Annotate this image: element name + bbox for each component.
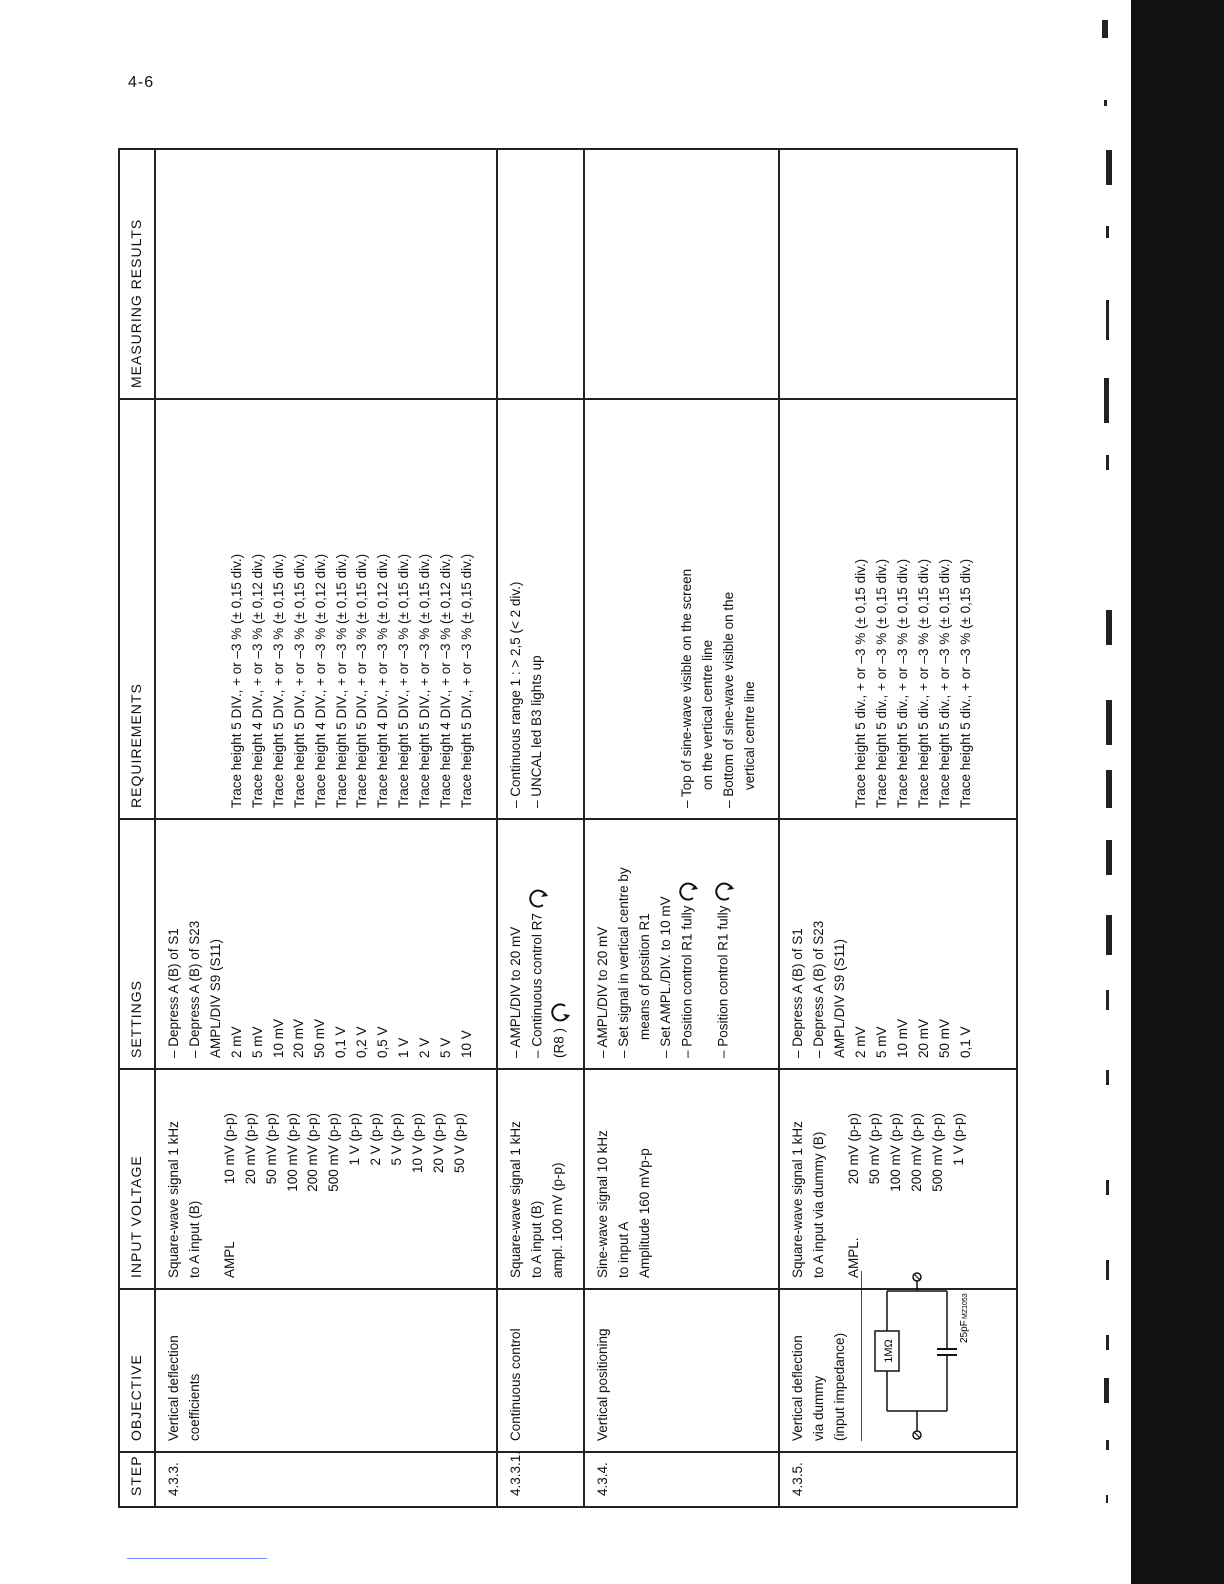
requirements-cell: Trace height 5 div., + or –3 % (± 0,15 div.) Trace height 5 div., + or –3 % (± 0,15 div.) Trace height 5 div., + or –3 % (± 0,15 div.) Trace height 5 div., + or –3 % (± 0,15 div.) Trace height 5 div., + or –3 % (± 0,15 div.) Trace height 5 div., + or –3 % (± 0,15 div.)	[779, 399, 1017, 819]
header-step: STEP	[119, 1452, 155, 1507]
measuring-results-cell	[584, 149, 779, 399]
page-number: 4-6	[128, 74, 155, 91]
measuring-results-cell	[155, 149, 497, 399]
input-voltage-cell: Square-wave signal 1 kHz to A input via dummy (B) AMPL. 20 mV (p-p) 50 mV (p-p) 100 mV (p-p) 200 mV (p-p) 500 mV (p-p) 1 V (p-p)	[779, 1069, 1017, 1289]
objective-cell: Vertical positioning	[584, 1289, 779, 1452]
table-header-row	[119, 149, 155, 1507]
header-objective: OBJECTIVE	[119, 1289, 155, 1452]
objective-cell: Continuous control	[497, 1289, 584, 1452]
table-row	[497, 149, 584, 1507]
header-requirements: REQUIREMENTS	[119, 399, 155, 819]
clockwise-arrow-icon	[527, 887, 549, 909]
step-cell: 4.3.3.	[155, 1452, 497, 1507]
table-row	[779, 149, 1017, 1507]
binding-strip	[1131, 0, 1224, 1584]
step-cell: 4.3.5.	[779, 1452, 1017, 1507]
settings-cell: – Depress A (B) of S1 – Depress A (B) of S23 AMPL/DIV S9 (S11) 2 mV 5 mV 10 mV 20 mV 50 mV 0,1 V	[779, 819, 1017, 1069]
table-row	[584, 149, 779, 1507]
input-voltage-cell: Sine-wave signal 10 kHz to input A Amplitude 160 mVp-p	[584, 1069, 779, 1289]
header-measuring-results: MEASURING RESULTS	[119, 149, 155, 399]
settings-cell: – Depress A (B) of S1 – Depress A (B) of S23 AMPL/DIV S9 (S11) 2 mV 5 mV 10 mV 20 mV 50 mV 0,1 V 0,2 V 0,5 V 1 V 2 V 5 V 10 V	[155, 819, 497, 1069]
requirements-cell: Trace height 5 DIV., + or –3 % (± 0,15 div.) Trace height 4 DIV., + or –3 % (± 0,12 div.) Trace height 5 DIV., + or –3 % (± 0,15 div.) Trace height 5 DIV., + or –3 % (± 0,15 div.) Trace height 4 DIV., + or –3 % (± 0,12 div.) Trace height 5 DIV., + or –3 % (± 0,15 div.) Trace height 5 DIV., + or –3 % (± 0,15 div.) Trace height 4 DIV., + or –3 % (± 0,12 div.) Trace height 5 DIV., + or –3 % (± 0,15 div.) Trace height 5 DIV., + or –3 % (± 0,15 div.) Trace height 4 DIV., + or –3 % (± 0,12 div.) Trace height 5 DIV., + or –3 % (± 0,15 div.)	[155, 399, 497, 819]
clockwise-arrow-icon	[677, 880, 699, 902]
measuring-results-cell	[779, 149, 1017, 399]
capacitor-label: 25pF	[959, 1320, 971, 1343]
requirements-cell: – Top of sine-wave visible on the screen on the vertical centre line – Bottom of sine-wave visible on the vertical centre line	[584, 399, 779, 819]
input-voltage-cell: Square-wave signal 1 kHz to A input (B) ampl. 100 mV (p-p)	[497, 1069, 584, 1289]
footer-rule	[127, 1558, 267, 1559]
table-row	[155, 149, 497, 1507]
clockwise-arrow-icon	[713, 880, 735, 902]
settings-cell: – AMPL/DIV to 20 mV – Continuous control R7 (R8 )	[497, 819, 584, 1069]
counter-clockwise-arrow-icon	[549, 1002, 571, 1024]
settings-cell: – AMPL/DIV to 20 mV – Set signal in vertical centre by means of position R1 – Set AMPL./DIV. to 10 mV – Position control R1 fully – Position control R1 fully	[584, 819, 779, 1069]
dummy-circuit-diagram	[861, 1271, 971, 1441]
input-voltage-cell: Square-wave signal 1 kHz to A input (B) AMPL 10 mV (p-p) 20 mV (p-p) 50 mV (p-p) 100 mV (p-p) 200 mV (p-p) 500 mV (p-p) 1 V (p-p) 2 V (p-p) 5 V (p-p) 10 V (p-p) 20 V (p-p) 50 V (p-p)	[155, 1069, 497, 1289]
requirements-cell: – Continuous range 1 : > 2,5 (< 2 div.) – UNCAL led B3 lights up	[497, 399, 584, 819]
resistor-label: 1MΩ	[883, 1339, 896, 1363]
rotated-test-table	[118, 150, 1018, 1508]
header-input-voltage: INPUT VOLTAGE	[119, 1069, 155, 1289]
figure-ref: MZ1053	[962, 1293, 970, 1319]
step-cell: 4.3.3.1.	[497, 1452, 584, 1507]
measuring-results-cell	[497, 149, 584, 399]
test-procedure-table	[118, 148, 1018, 1508]
objective-cell: Vertical deflection via dummy (input impedance) 1MΩ 25pF MZ1053	[779, 1289, 1017, 1452]
scan-margin-marks	[1092, 0, 1128, 1584]
step-cell: 4.3.4.	[584, 1452, 779, 1507]
objective-cell: Vertical deflection coefficients	[155, 1289, 497, 1452]
header-settings: SETTINGS	[119, 819, 155, 1069]
